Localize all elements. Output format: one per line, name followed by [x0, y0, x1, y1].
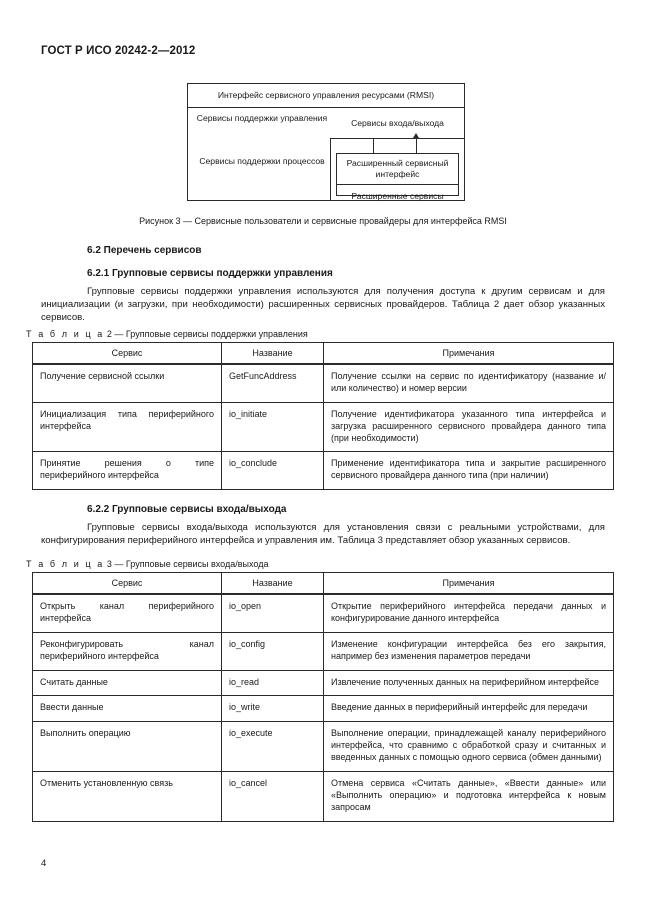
table-3-cell-service: Ввести данные [33, 696, 222, 722]
table-2-cell-name: io_initiate [222, 402, 324, 452]
table-3-cell-name: io_execute [222, 722, 324, 772]
table-2-cell-name: io_conclude [222, 452, 324, 490]
table-2-col-name: Название [222, 343, 324, 365]
table-2-header-row [33, 343, 614, 365]
table-3-cell-name: io_cancel [222, 771, 324, 821]
table-3-cell-service: Считать данные [33, 670, 222, 696]
table-2-caption-label: Т а б л и ц а [26, 329, 105, 339]
table-3-cell-service: Реконфигурировать канал периферийного интерфейса [33, 632, 222, 670]
heading-6-2-1: 6.2.1 Групповые сервисы поддержки управления [87, 268, 333, 279]
table-3-cell-note: Отмена сервиса «Считать данные», «Ввести данные» или «Выполнить операцию» и подготовка интерфейса к новым запросам [324, 771, 614, 821]
table-3-cell-note: Открытие периферийного интерфейса передачи данных и конфигурирование данного интерфейса [324, 594, 614, 632]
table-2-col-notes: Примечания [324, 343, 614, 365]
table-row [33, 452, 614, 490]
table-row [33, 722, 614, 772]
arrow-head-up-icon [413, 133, 419, 138]
management-support-services-label: Сервисы поддержки управления [196, 112, 328, 123]
arrow-up-to-io-services [416, 138, 417, 153]
table-3-cell-name: io_config [222, 632, 324, 670]
table-3-cell-note: Извлечение полученных данных на периферийном интерфейсе [324, 670, 614, 696]
arrow-down-to-extended-interface [373, 138, 374, 153]
column-divider [330, 138, 331, 200]
table-2-col-service: Сервис [33, 343, 222, 365]
table-2-cell-name: GetFuncAddress [222, 364, 324, 402]
table-2-caption [26, 329, 308, 339]
table-2-cell-note: Получение ссылки на сервис по идентификатору (название и/или количество) и номер версии [324, 364, 614, 402]
rmsi-diagram [187, 83, 465, 201]
table-2-cell-note: Применение идентификатора типа и закрытие расширенного сервисного провайдера данного типа (при наличии) [324, 452, 614, 490]
heading-6-2: 6.2 Перечень сервисов [87, 245, 202, 256]
table-row [33, 364, 614, 402]
extended-service-interface-label: Расширенный сервисный интерфейс [337, 154, 458, 185]
table-2 [32, 342, 614, 490]
table-row [33, 594, 614, 632]
paragraph-6-2-1: Групповые сервисы поддержки управления используются для получения доступа к другим сервисам и для инициализации (и загрузки, при необходимости) расширенных сервисных провайдеров. Таблица 2 дает обзор указанных сервисов. [41, 286, 605, 323]
io-services-box: Сервисы входа/выхода [330, 108, 464, 139]
table-3-cell-note: Изменение конфигурации интерфейса без его закрытия, например без изменения параметров передачи [324, 632, 614, 670]
table-row [33, 771, 614, 821]
table-2-cell-service: Принятие решения о типе периферийного интерфейса [33, 452, 222, 490]
process-support-services-label: Сервисы поддержки процессов [199, 155, 325, 166]
table-3-cell-name: io_open [222, 594, 324, 632]
table-3-cell-service: Открыть канал периферийного интерфейса [33, 594, 222, 632]
table-row [33, 670, 614, 696]
table-row [33, 402, 614, 452]
table-3-cell-note: Выполнение операции, принадлежащей каналу периферийного интерфейса, что сравнимо с обработкой сразу и считанных и введенных данных с помощью одного сервиса (обмен данными) [324, 722, 614, 772]
diagram-body [188, 108, 464, 200]
table-3-cell-name: io_write [222, 696, 324, 722]
table-3-cell-service: Отменить установленную связь [33, 771, 222, 821]
figure-3 [187, 83, 465, 201]
table-3-cell-service: Выполнить операцию [33, 722, 222, 772]
extended-services-label: Расширенные сервисы [351, 191, 444, 202]
table-3-caption-title: Групповые сервисы входа/выхода [125, 559, 269, 569]
table-3-cell-name: io_read [222, 670, 324, 696]
table-2-caption-title: Групповые сервисы поддержки управления [125, 329, 308, 339]
paragraph-6-2-2: Групповые сервисы входа/выхода используются для установления связи с реальными устройствами, для конфигурирования периферийного интерфейса и управления им. Таблица 3 представляет обзор указанных сервисов. [41, 522, 605, 546]
table-3-col-name: Название [222, 573, 324, 595]
table-2-cell-note: Получение идентификатора указанного типа интерфейса и загрузка расширенного сервисного провайдера данного типа (при необходимости) [324, 402, 614, 452]
table-3-col-service: Сервис [33, 573, 222, 595]
table-2-caption-number: 2 — [104, 329, 126, 339]
table-row [33, 696, 614, 722]
table-3-header-row [33, 573, 614, 595]
heading-6-2-2: 6.2.2 Групповые сервисы входа/выхода [87, 504, 287, 515]
table-3-caption-number: 3 — [104, 559, 126, 569]
table-3 [32, 572, 614, 822]
table-3-col-notes: Примечания [324, 573, 614, 595]
page-number: 4 [41, 858, 47, 869]
table-3-cell-note: Введение данных в периферийный интерфейс для передачи [324, 696, 614, 722]
table-3-caption [26, 559, 268, 569]
rmsi-interface-bar: Интерфейс сервисного управления ресурсами (RMSI) [188, 84, 464, 108]
extended-services-block [336, 153, 459, 202]
table-3-caption-label: Т а б л и ц а [26, 559, 105, 569]
document-header-standard-id: ГОСТ Р ИСО 20242-2—2012 [41, 45, 196, 57]
table-row [33, 632, 614, 670]
table-2-cell-service: Получение сервисной ссылки [33, 364, 222, 402]
figure-3-caption: Рисунок 3 — Сервисные пользователи и сервисные провайдеры для интерфейса RMSI [139, 216, 507, 226]
table-2-cell-service: Инициализация типа периферийного интерфейса [33, 402, 222, 452]
